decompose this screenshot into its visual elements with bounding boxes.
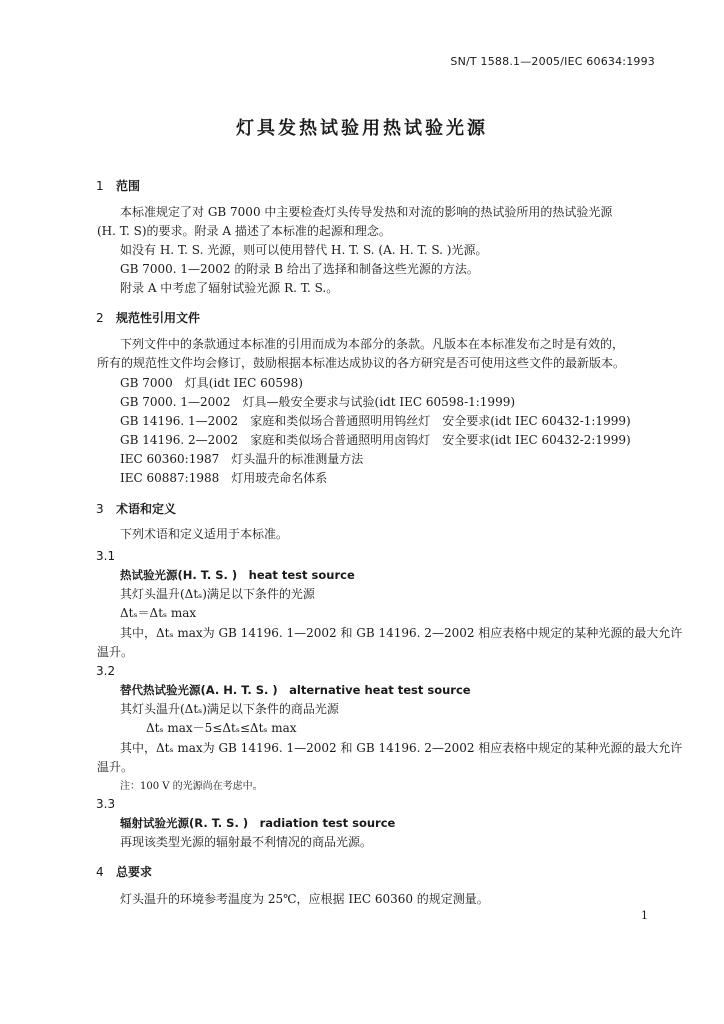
term-3-3-number: 3.3 — [96, 797, 116, 811]
section-1-paragraph-1b: (H. T. S)的要求。附录 A 描述了本标准的起源和理念。 — [97, 224, 391, 238]
section-4-number: 4 — [96, 865, 104, 879]
term-3-1-definition: 其灯头温升(Δtₛ)满足以下条件的光源 — [120, 587, 315, 601]
term-3-1-heading: 热试验光源(H. T. S. ) heat test source — [120, 568, 355, 582]
reference-item: IEC 60360:1987 灯头温升的标准测量方法 — [120, 452, 364, 466]
section-1-paragraph-1a: 本标准规定了对 GB 7000 中主要检查灯头传导发热和对流的影响的热试验所用的热试验光源 — [120, 205, 613, 219]
term-3-3-definition: 再现该类型光源的辐射最不利情况的商品光源。 — [120, 835, 373, 849]
reference-item: GB 14196. 1—2002 家庭和类似场合普通照明用钨丝灯 安全要求(idt IEC 60432-1:1999) — [120, 414, 631, 428]
term-3-1-number: 3.1 — [96, 549, 116, 563]
section-1-number: 1 — [96, 179, 104, 193]
section-4-paragraph-1: 灯头温升的环境参考温度为 25℃，应根据 IEC 60360 的规定测量。 — [120, 892, 489, 906]
reference-item: IEC 60887:1988 灯用玻壳命名体系 — [120, 471, 328, 485]
term-3-1-explanation-a: 其中，Δtₛ max为 GB 14196. 1—2002 和 GB 14196. 2—2002 相应表格中规定的某种光源的最大允许 — [120, 626, 683, 640]
term-3-2-definition: 其灯头温升(Δtₛ)满足以下条件的商品光源 — [120, 702, 339, 716]
section-1-paragraph-2: 如没有 H. T. S. 光源，则可以使用替代 H. T. S. (A. H. T. S. )光源。 — [120, 243, 488, 257]
page-number: 1 — [641, 909, 648, 922]
section-3-intro: 下列术语和定义适用于本标准。 — [120, 527, 289, 541]
term-3-2-explanation-a: 其中，Δtₛ max为 GB 14196. 1—2002 和 GB 14196. 2—2002 相应表格中规定的某种光源的最大允许 — [120, 741, 683, 755]
reference-item: GB 7000 灯具(idt IEC 60598) — [120, 376, 303, 390]
term-3-2-heading: 替代热试验光源(A. H. T. S. ) alternative heat test source — [120, 683, 471, 697]
standard-code-header: SN/T 1588.1—2005/IEC 60634:1993 — [450, 55, 655, 68]
term-3-2-explanation-b: 温升。 — [97, 760, 134, 774]
section-2-paragraph-1a: 下列文件中的条款通过本标准的引用而成为本部分的条款。凡版本在本标准发布之时是有效的， — [120, 337, 625, 351]
reference-item: GB 14196. 2—2002 家庭和类似场合普通照明用卤钨灯 安全要求(idt IEC 60432-2:1999) — [120, 433, 631, 447]
section-1-paragraph-3: GB 7000. 1—2002 的附录 B 给出了选择和制备这些光源的方法。 — [120, 262, 479, 276]
document-title: 灯具发热试验用热试验光源 — [236, 118, 488, 139]
term-3-2-formula: Δtₛ max－5≤Δtₛ≤Δtₛ max — [146, 721, 297, 735]
section-4-title: 总要求 — [116, 865, 153, 879]
section-1-paragraph-4: 附录 A 中考虑了辐射试验光源 R. T. S.。 — [120, 281, 339, 295]
section-3-number: 3 — [96, 502, 104, 516]
section-3-title: 术语和定义 — [116, 502, 177, 516]
term-3-2-note: 注：100 V 的光源尚在考虑中。 — [120, 781, 263, 792]
term-3-1-explanation-b: 温升。 — [97, 645, 134, 659]
term-3-2-number: 3.2 — [96, 664, 116, 678]
section-1-title: 范围 — [116, 179, 141, 193]
section-2-title: 规范性引用文件 — [116, 311, 201, 325]
section-2-number: 2 — [96, 311, 104, 325]
term-3-3-heading: 辐射试验光源(R. T. S. ) radiation test source — [120, 816, 396, 830]
term-3-1-formula: Δtₛ＝Δtₛ max — [120, 606, 197, 620]
reference-item: GB 7000. 1—2002 灯具—般安全要求与试验(idt IEC 60598-1:1999) — [120, 395, 516, 409]
section-2-paragraph-1b: 所有的规范性文件均会修订，鼓励根据本标准达成协议的各方研究是否可使用这些文件的最新版本。 — [97, 356, 626, 370]
